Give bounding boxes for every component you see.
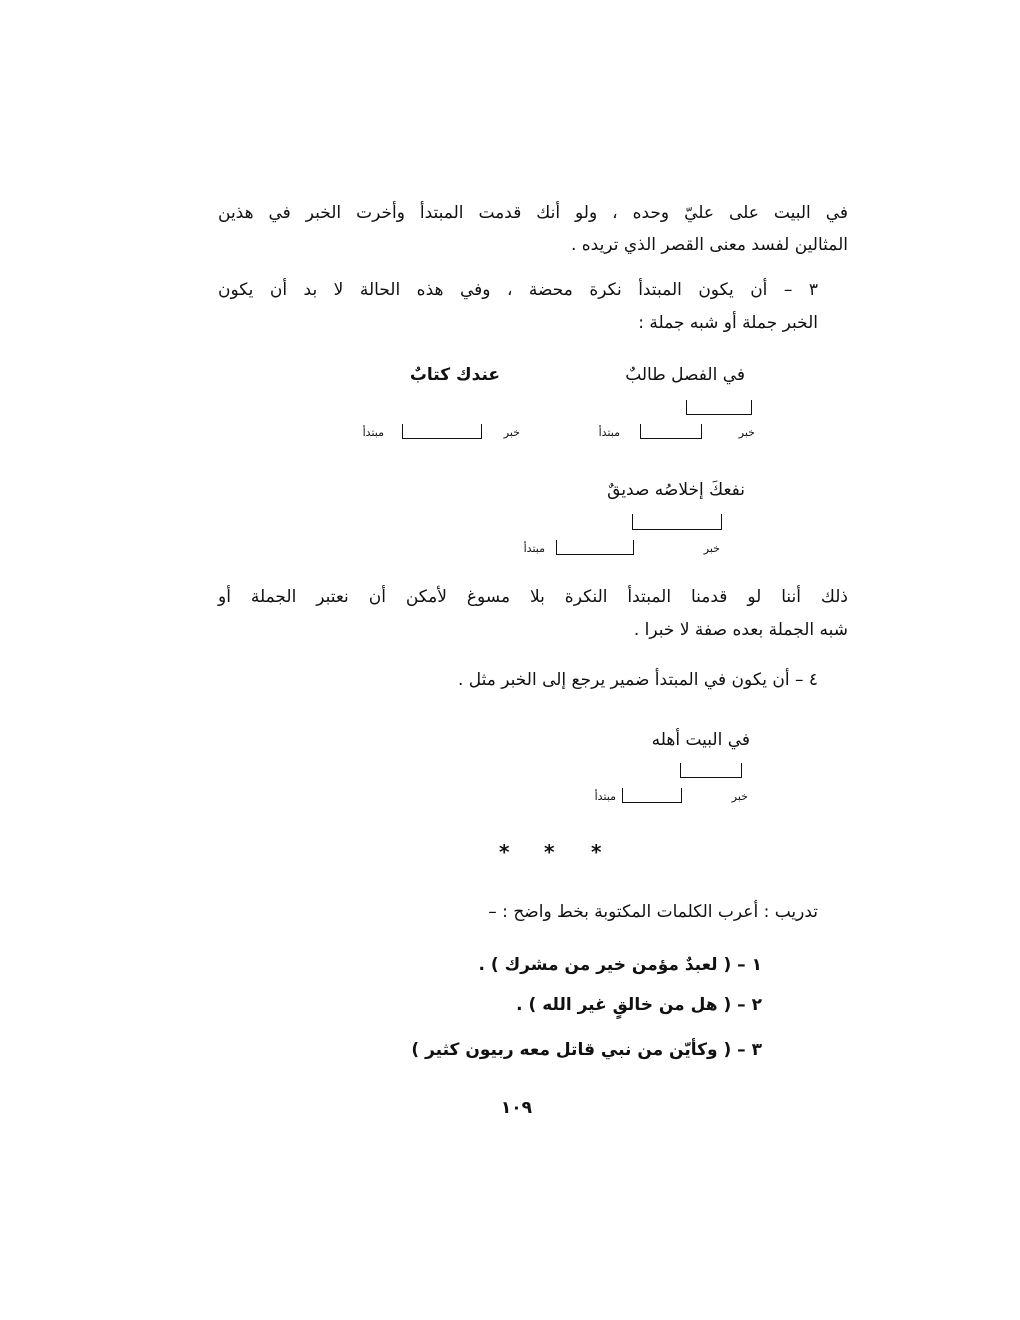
bracket	[686, 400, 752, 415]
exercise-item: ٢ – ( هل من خالقٍ غير الله ) .	[516, 995, 762, 1015]
exercise-item: ١ – ( لعبدٌ مؤمن خير من مشرك ) .	[478, 955, 762, 975]
mubtada-label: مبتدأ	[523, 542, 545, 555]
exercise-item: ٣ – ( وكأيّن من نبي قاتل معه ربيون كثير )	[411, 1040, 762, 1060]
paragraph1-line1: في البيت على عليّ وحده ، ولو أنك قدمت المبتدأ وأخرت الخبر في هذين	[218, 203, 848, 223]
example-sentence: عندك كتابٌ	[409, 365, 500, 385]
paragraph2-line1: ذلك أننا لو قدمنا المبتدأ النكرة بلا مسوغ لأمكن أن نعتبر الجملة أو	[218, 587, 848, 607]
example-sentence: نفعكَ إخلاصُه صديقٌ	[607, 480, 745, 500]
separator-star: *	[591, 840, 602, 864]
khabar-label: خبر	[738, 426, 755, 439]
item3-line2: الخبر جملة أو شبه جملة :	[638, 313, 818, 333]
bracket	[622, 788, 682, 803]
example-sentence: في الفصل طالبٌ	[625, 365, 745, 385]
example-sentence: في البيت أهله	[651, 730, 750, 750]
bracket	[632, 514, 722, 530]
paragraph2-line2: شبه الجملة بعده صفة لا خبرا .	[633, 620, 848, 640]
separator-star: *	[499, 840, 510, 864]
bracket	[640, 424, 702, 439]
exercise-title: تدريب : أعرب الكلمات المكتوبة بخط واضح : –	[488, 902, 818, 922]
paragraph1-line2: المثالين لفسد معنى القصر الذي تريده .	[570, 235, 848, 255]
bracket	[402, 424, 482, 439]
page-number: ١٠٩	[500, 1098, 532, 1118]
bracket	[556, 540, 634, 555]
khabar-label: خبر	[731, 790, 748, 803]
separator-star: *	[544, 840, 555, 864]
khabar-label: خبر	[503, 426, 520, 439]
bracket	[680, 763, 742, 778]
item3-line1: ٣ – أن يكون المبتدأ نكرة محضة ، وفي هذه الحالة لا بد أن يكون	[218, 280, 818, 300]
mubtada-label: مبتدأ	[598, 426, 620, 439]
mubtada-label: مبتدأ	[594, 790, 616, 803]
khabar-label: خبر	[703, 542, 720, 555]
mubtada-label: مبتدأ	[362, 426, 384, 439]
item4-line1: ٤ – أن يكون في المبتدأ ضمير يرجع إلى الخبر مثل .	[457, 670, 818, 690]
